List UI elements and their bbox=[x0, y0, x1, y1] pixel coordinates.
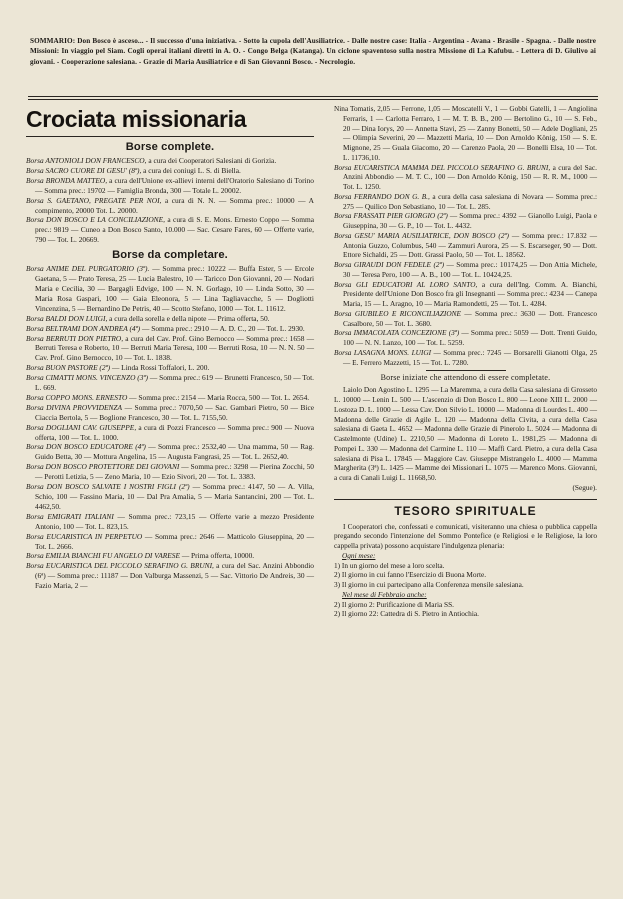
borsa-entry bbox=[26, 403, 314, 423]
borsa-details: — Prima offerta, 10000. bbox=[179, 551, 255, 561]
borsa-name: Borsa BERRUTI DON PIETRO, bbox=[26, 333, 124, 343]
indulgence-item: 3) Il giorno in cui partecipano alla Conferenza mensile salesiana. bbox=[334, 580, 524, 589]
borsa-entry bbox=[334, 104, 597, 163]
divider bbox=[426, 370, 506, 371]
tesoro-rule bbox=[334, 499, 597, 500]
borsa-name: Borsa DOGLIANI CAV. GIUSEPPE, bbox=[26, 422, 137, 432]
borsa-name: Borsa EMILIA BIANCHI FU ANGELO DI VARESE bbox=[26, 551, 180, 561]
borsa-details: — Somma prec.: 4392 — Gianollo Luigi, Paola e Giuseppina, 30 — G. P., 10 — Tot. L. 4432. bbox=[343, 211, 597, 230]
borsa-entry bbox=[334, 211, 597, 231]
left-column bbox=[26, 104, 314, 591]
borsa-details: a cura di N. N. — Somma prec.: 10000 — A compimento, 20000 Tot. L. 20000. bbox=[35, 195, 314, 215]
borsa-entry bbox=[26, 423, 314, 443]
borsa-name: Borsa EUCARISTICA IN PERPETUO bbox=[26, 531, 143, 541]
borsa-entry bbox=[26, 442, 314, 462]
borsa-details: — Somma prec.: 2910 — A. D. C., 20 — Tot. L. 2930. bbox=[140, 323, 305, 333]
borsa-details: a cura della casa salesiana di Novara — Somma prec.: 275 — Quilico Don Sebastiano, 10 — Tot. L. 285. bbox=[343, 191, 598, 211]
borsa-entry bbox=[26, 462, 314, 482]
borsa-entry bbox=[26, 156, 314, 166]
ogni-mese-list bbox=[334, 561, 597, 590]
borsa-details: — Somma prec.: 10222 — Buffa Ester, 5 — Ercole Gaetana, 5 — Prato Teresa, 25 — Lucia Balestro, 10 — Taricco Don Giovanni, 20 — Nodari Maria e Cecilia, 30 — Bargagli Edvige, 100 — N. N. Gorlago, 10 — Linda Sotto, 30 — Maria Rosa Gaspari, 100 — Gaia Eleonora, 5 — Lina Tagliavacche, 5 — Dogliotti Vincenzina, 5 — Bernardino De Petris, 40 — Scotto Stefano, 1000 — Tot. L. 11612. bbox=[35, 264, 314, 313]
borsa-entry bbox=[334, 192, 597, 212]
borsa-details: Nina Tomatis, 2,05 — Ferrone, 1,05 — Moscatelli V., 1 — Gobbi Gatelli, 1 — Angiolina Ferraris, 1 — Carlotta Ferraro, 1 — M. T. B. B., 200 — Bertolino G., 10 — S. Feb., 20 — Dina Iorys, 20 — Annetta Stavi, 25 — Zanny Bonetti, 50 — Adele Dogliani, 25 — Olimpia Severini, 20 — Mazzetti Maria, 10 — Don Arnoldo König, 150 — S. E. Mignone, 25 — Guala Giacomo, 20 — Carenzo Paola, 20 — Bonelli Elsa, 10 — Tot. L. 11736,10. bbox=[334, 104, 597, 162]
borsa-name: Borsa DON BOSCO EDUCATORE (4ª) bbox=[26, 442, 146, 452]
borsa-details: a cura dei Cooperatori Salesiani di Gorizia. bbox=[146, 156, 277, 165]
borsa-name: Borsa BUON PASTORE (2ª) bbox=[26, 363, 111, 373]
borsa-name: Borsa IMMACOLATA CONCEZIONE (3ª) bbox=[334, 328, 460, 338]
borsa-name: Borsa DIVINA PROVVIDENZA bbox=[26, 402, 123, 412]
borsa-details: a cura della sorella e della nipote — Prima offerta, 50. bbox=[107, 313, 270, 323]
borsa-details: — Somma prec.: 17.832 — Antonia Guzzo, Columbus, 540 — Zammuri Aurora, 25 — S. Escarseger, 90 — Dott. Ettore Sichaldi, 25 — Dott. Grassi Paolo, 50 — Tot. L. 18562. bbox=[343, 230, 597, 260]
borsa-entry bbox=[26, 561, 314, 591]
borsa-entry bbox=[26, 196, 314, 216]
borsa-entry bbox=[334, 163, 597, 192]
borsa-name: Borsa DON BOSCO PROTETTORE DEI GIOVANI bbox=[26, 462, 180, 472]
indulgence-item: 2) Il giorno 22: Cattedra di S. Pietro in Antiochia. bbox=[334, 609, 479, 619]
borsa-name: Borsa EMIGRATI ITALIANI bbox=[26, 511, 114, 521]
borsa-entry bbox=[26, 532, 314, 552]
borsa-details: a cura dell'Ing. Comm. A. Bianchi, Presidente dell'Unione Don Bosco fra gli Insegnanti — Somma prec.: 4234 — Canepa Maria, 15 — L. Aragno, 10 — Maria Ramondetti, 25 — Tot. L. 4284. bbox=[343, 279, 597, 308]
borsa-details: — Somma prec.: 10174,25 — Don Attia Michele, 30 — Teresa Pero, 100 — A. B., 100 — Tot. L. 10424,25. bbox=[343, 260, 597, 279]
borsa-details: — Somma prec.: 4147, 50 — A. Villa, Schio, 100 — Fassino Maria, 10 — Dal Pra Amalia, 5 — Maria Santancini, 200 — Tot. L. 4462,50. bbox=[35, 482, 315, 511]
initiated-heading: Borse iniziate che attendono di essere completate. bbox=[380, 373, 551, 383]
borsa-entry bbox=[26, 551, 314, 561]
borsa-entry bbox=[26, 264, 314, 314]
indulgence-item: 2) Il giorno 2: Purificazione di Maria SS. bbox=[334, 599, 454, 609]
borsa-entry bbox=[334, 260, 597, 280]
borsa-name: Borsa DON BOSCO SALVATE I NOSTRI FIGLI (2ª) bbox=[26, 482, 190, 492]
borsa-details: — Somma prec.: 2532,40 — Una mamma, 50 — Rag. Guido Betta, 30 — Mottura Angelina, 15 — Augusta Fangrasi, 25 — Tot. L. 2652,40. bbox=[35, 442, 315, 462]
borsa-details: — Somma prec.: 3630 — Dott. Francesco Casalbore, 50 — Tot. L. 3680. bbox=[343, 308, 597, 328]
borsa-name: Borsa FRASSATI PIER GIORGIO (2ª) bbox=[334, 211, 448, 221]
borsa-name: Borsa GIUBILEO E RICONCILIAZIONE bbox=[334, 308, 461, 318]
borsa-entry bbox=[334, 231, 597, 260]
tesoro-title: TESORO SPIRITUALE bbox=[394, 503, 537, 518]
summary-block: SOMMARIO: Don Bosco è asceso... - Il successo d'una iniziativa. - Sotto la cupola dell'Ausiliatrice. - Dalle nostre case: Italia - Argentina - Avana - Brasile - Spagna. - Dalle nostre Missioni: In viaggio pel Siam. Cogli operai italiani diretti in A. O. - Congo Belga (Katanga). Un ciclone spaventoso sulla nostra Missione di La Kafubu. - Lettera di D. Giulivo ai giovani. - Cooperazione salesiana. - Grazie di Maria Ausiliatrice e di San Giovanni Bosco. - Necrologio. bbox=[30, 37, 596, 66]
tesoro-text: I Cooperatori che, confessati e comunicati, visiteranno una chiesa o pubblica cappella pregando secondo l'intenzione del Sommo Pontefice (e Religiosi e le Religiose, la loro cappella privata) possono acquistare l'indulgenza plenaria: bbox=[334, 521, 597, 550]
borsa-details: — Somma prec.: 2646 — Matticolo Giuseppina, 20 — Tot. L. 2666. bbox=[35, 531, 315, 551]
header-rule-thin bbox=[28, 99, 598, 100]
borsa-name: Borsa BELTRAMI DON ANDREA (4ª) bbox=[26, 323, 141, 333]
borsa-details: — Somma prec.: 2154 — Maria Rocca, 500 — Tot. L. 2654. bbox=[127, 392, 310, 402]
borsa-name: Borsa SACRO CUORE DI GESU' (8ª), bbox=[26, 165, 142, 175]
right-column bbox=[334, 104, 597, 619]
borsa-entry bbox=[26, 166, 314, 176]
borsa-entry bbox=[26, 176, 314, 196]
initiated-text: Laiolo Don Agostino L. 1295 — La Maremma, a cura della Casa salesiana di Grosseto L. 10000 — Lenin L. 500 — L'ascenzio di Don Bosco L. 800 — Leone XIII L. 2000 — Lostoza D. L. 1000 — Lessa Cav. Don Silvio L. 10000 — Madonna di Lourdes L. 400 — Madonna delle Grazie di Agile L. 120 — Madonna della Civita, a cura della Casa salesiana di Gaeta L. 4652 — Madonna delle Grazie di Pinerolo L. 5024 — Madonna di Castelmonte (Udine) L. 2210,50 — Madonna di Loreto L. 1981,25 — Madonna di Pompei L. 330 — Madonna del Carmine L. 110 — Maffi Card. Pietro, a cura della Casa salesiana di Pisa L. 17845 — Maggiore Cav. Giuseppe Mistrangelo L. 4000 — Mamma Margherita (3ª) L. 1425 — Mamme dei Missionari L. 1075 — Marenco Mons. Giovanni, a cura di Canali Luigi L. 11668,50. bbox=[334, 385, 597, 482]
borsa-details: a cura dei coniugi L. S. di Biella. bbox=[141, 165, 241, 175]
borsa-entry bbox=[26, 363, 314, 373]
complete-list bbox=[26, 156, 314, 245]
borsa-name: Borsa BRONDA MATTEO, bbox=[26, 175, 108, 185]
borsa-details: — Somma prec.: 723,15 — Offerte varie a mezzo Presidente Antonio, 100 — Tot. L. 823,15. bbox=[35, 511, 314, 531]
complete-heading: Borse complete. bbox=[125, 141, 215, 153]
borsa-entry bbox=[334, 309, 597, 329]
borsa-name: Borsa COPPO MONS. ERNESTO bbox=[26, 392, 128, 402]
borsa-entry bbox=[26, 482, 314, 512]
segue-note: (Segue). bbox=[572, 482, 597, 492]
borsa-details: a cura dell'Unione ex-allievi interni dell'Oratorio Salesiano di Torino — Somma prec.: 19702 — Famiglia Bronda, 300 — Totale L. 20002. bbox=[35, 175, 314, 195]
borsa-details: — Somma prec.: 7070,50 — Sac. Gambari Pietro, 50 — Bice Ciaccia Bertola, 5 — Boglione Francesco, 30 — Tot. L. 7155,50. bbox=[35, 402, 315, 422]
borsa-entry bbox=[26, 512, 314, 532]
borsa-name: Borsa GIRAUDI DON FEDELE (2ª) bbox=[334, 260, 445, 269]
borsa-name: Borsa GLI EDUCATORI AL LORO SANTO, bbox=[334, 279, 478, 289]
borsa-name: Borsa ANTONIOLI DON FRANCESCO, bbox=[26, 156, 147, 165]
borsa-name: Borsa DON BOSCO E LA CONCILIAZIONE, bbox=[26, 215, 165, 225]
borsa-entry bbox=[26, 314, 314, 324]
febbraio-list bbox=[334, 600, 597, 620]
ogni-mese-label: Ogni mese: bbox=[342, 550, 376, 560]
borsa-details: — Somma prec.: 5059 — Dott. Trenti Guido, 100 — N. N. Lanzo, 100 — Tot. L. 5259. bbox=[343, 328, 598, 347]
borsa-details: — Somma prec.: 7245 — Borsarelli Gianotti Olga, 25 — E. Ferrero Mazzetti, 15 — Tot. L. 7280. bbox=[343, 347, 597, 367]
borsa-name: Borsa LASAGNA MONS. LUIGI bbox=[334, 347, 432, 357]
indulgence-item: 1) In un giorno del mese a loro scelta. bbox=[334, 560, 445, 570]
borsa-entry bbox=[334, 280, 597, 309]
borsa-entry bbox=[26, 373, 314, 393]
borsa-entry bbox=[334, 328, 597, 348]
borsa-entry bbox=[26, 393, 314, 403]
borsa-name: Borsa FERRANDO DON G. B., bbox=[334, 191, 430, 201]
borsa-details: a cura del Cav. Prof. Gino Bernocco — Somma prec.: 1658 — Berruti Teresa e Roberto, 10 — Berruti Maria Teresa, 100 — Berruti Rosa, 10 — N. N. 50 — Cav. Prof. Gino Bernocco, 10 — Tot. L. 1838. bbox=[35, 333, 314, 363]
borsa-details: a cura di S. E. Mons. Ernesto Coppo — Somma prec.: 9819 — Cuneo a Don Bosco Santo, 10.000 — Sac. Cesare Fares, 60 — Offerte varie, 790 — Tot. L. 20669. bbox=[35, 215, 314, 245]
borsa-name: Borsa BALDI DON LUIGI, bbox=[26, 313, 108, 323]
borsa-details: a cura di Pozzi Francesco — Somma prec.: 900 — Nuova offerta, 100 — Tot. L. 1000. bbox=[35, 422, 314, 442]
borsa-details: — Somma prec.: 3298 — Pierina Zocchi, 50 — Perotti Letizia, 5 — Zeno Maria, 10 — Ezio Sivori, 20 — Tot. L. 3383. bbox=[35, 462, 314, 482]
indulgence-item: 2) Il giorno in cui fanno l'Esercizio di Buona Morte. bbox=[334, 570, 487, 580]
borsa-name: Borsa GESU' MARIA AUSILIATRICE, DON BOSCO (2ª) bbox=[334, 230, 509, 240]
continued-list bbox=[334, 104, 597, 367]
borsa-details: a cura del Sac. Anzini Abbondio (6ª) — Somma prec.: 11187 — Don Valburga Massenzi, 5 — Sac. Vittorio De Andreis, 30 — Fazio Maria, 2 — bbox=[35, 561, 314, 591]
section-title: Crociata missionaria bbox=[26, 106, 247, 132]
borsa-entry bbox=[26, 324, 314, 334]
title-rule bbox=[26, 136, 314, 137]
borsa-entry bbox=[334, 348, 597, 368]
borsa-name: Borsa EUCARISTICA DEL PICCOLO SERAFINO G. BRUNI, bbox=[26, 561, 214, 571]
borsa-name: Borsa EUCARISTICA MAMMA DEL PICCOLO SERAFINO G. BRUNI, bbox=[334, 162, 551, 172]
incomplete-list bbox=[26, 264, 314, 591]
borsa-entry bbox=[26, 334, 314, 364]
borsa-details: — Somma prec.: 619 — Brunetti Francesco, 50 — Tot. L. 669. bbox=[35, 373, 314, 393]
borsa-details: a cura del Sac. Anzini Abbondio — M. T. C., 100 — Don Arnoldo König, 150 — R. R. M., 1000 — Tot. L. 1250. bbox=[343, 162, 597, 191]
incomplete-heading: Borse da completare. bbox=[112, 249, 228, 262]
febbraio-label: Nel mese di Febbraio anche: bbox=[342, 589, 427, 599]
header-rule bbox=[28, 96, 598, 97]
borsa-name: Borsa S. GAETANO, PREGATE PER NOI, bbox=[26, 195, 162, 205]
borsa-name: Borsa CIMATTI MONS. VINCENZO (3ª) bbox=[26, 373, 148, 383]
borsa-details: — Linda Rossi Toffalori, L. 200. bbox=[110, 363, 210, 373]
borsa-entry bbox=[26, 215, 314, 245]
borsa-name: Borsa ANIME DEL PURGATORIO (3ª). bbox=[26, 264, 150, 274]
